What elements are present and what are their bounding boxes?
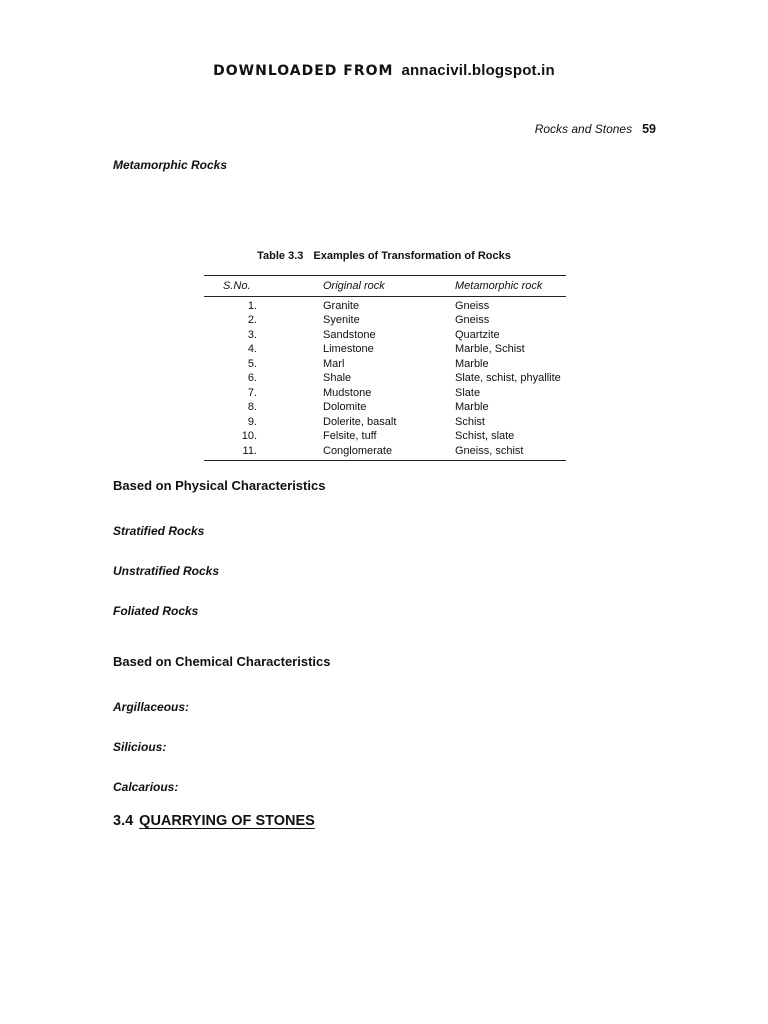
unstratified-rocks-heading: Unstratified Rocks: [113, 564, 220, 578]
table-row: [204, 429, 566, 444]
cell-original-rock: Shale: [323, 372, 352, 384]
cell-original-rock: Granite: [323, 299, 360, 312]
section-title: QUARRYING OF STONES: [139, 813, 315, 829]
cell-metamorphic-rock: Gneiss, schist: [455, 444, 566, 461]
cell-metamorphic-rock: Marble: [455, 357, 489, 370]
download-banner: [0, 62, 768, 79]
table-row: [204, 400, 566, 415]
cell-sno: 10.: [241, 430, 257, 442]
stratified-rocks-heading: Stratified Rocks: [113, 524, 205, 538]
table-row: [204, 415, 566, 430]
cell-sno: 7.: [247, 386, 257, 399]
cell-original-rock: Mudstone: [323, 386, 372, 399]
cell-original-rock: Conglomerate: [323, 444, 455, 461]
cell-gap: [257, 415, 323, 430]
cell-original-rock: Dolomite: [323, 401, 367, 413]
cell-gap: [257, 328, 323, 343]
table-row: [204, 313, 566, 328]
cell-original-rock: Limestone: [323, 343, 374, 355]
cell-gap: [257, 444, 323, 461]
cell-metamorphic-rock: Gneiss: [455, 314, 490, 326]
table-caption-title: Examples of Transformation of Rocks: [313, 250, 511, 262]
table-caption-number: Table 3.3: [257, 250, 304, 262]
chemical-characteristics-heading: Based on Chemical Characteristics: [113, 654, 331, 669]
cell-metamorphic-rock: Marble: [455, 401, 489, 413]
cell-gap: [257, 371, 323, 386]
rocks-transformation-table: [204, 275, 566, 461]
cell-sno: 11.: [204, 444, 257, 461]
cell-original-rock: Felsite, tuff: [323, 430, 377, 442]
running-head-title: Rocks and Stones: [534, 122, 633, 136]
header-gap: [257, 276, 323, 297]
table-row: [204, 444, 566, 461]
physical-characteristics-heading: Based on Physical Characteristics: [113, 478, 326, 493]
running-head: [535, 122, 656, 136]
cell-original-rock: Sandstone: [323, 328, 376, 341]
cell-original-rock: Marl: [323, 357, 345, 370]
foliated-rocks-heading: Foliated Rocks: [113, 604, 199, 618]
cell-original-rock: Syenite: [323, 314, 360, 326]
cell-sno: 2.: [247, 314, 257, 326]
banner-site: annacivil.blogspot.in: [401, 62, 555, 79]
cell-metamorphic-rock: Marble, Schist: [455, 343, 525, 355]
header-sno: S.No.: [204, 276, 257, 297]
section-number: 3.4: [113, 813, 134, 829]
page-number: 59: [642, 122, 656, 136]
table-row: [204, 371, 566, 386]
section-3-4-heading: [113, 813, 315, 829]
cell-sno: 6.: [247, 372, 257, 384]
cell-metamorphic-rock: Schist: [455, 415, 485, 428]
cell-gap: [257, 400, 323, 415]
table-body: [204, 296, 566, 461]
metamorphic-rocks-heading: Metamorphic Rocks: [113, 158, 228, 172]
cell-gap: [257, 386, 323, 401]
cell-gap: [257, 342, 323, 357]
argillaceous-heading: Argillaceous:: [113, 700, 190, 714]
cell-sno: 1.: [247, 299, 257, 312]
silicious-heading: Silicious:: [113, 740, 167, 754]
cell-sno: 8.: [247, 401, 257, 413]
cell-metamorphic-rock: Gneiss: [455, 299, 490, 312]
cell-original-rock: Dolerite, basalt: [323, 415, 397, 428]
cell-metamorphic-rock: Slate, schist, phyallite: [455, 372, 561, 384]
header-original-rock: Original rock: [323, 276, 455, 297]
cell-sno: 5.: [247, 357, 257, 370]
cell-gap: [257, 313, 323, 328]
table-row: [204, 328, 566, 343]
cell-gap: [257, 296, 323, 313]
table-row: [204, 342, 566, 357]
header-metamorphic-rock: Metamorphic rock: [455, 276, 566, 297]
cell-sno: 3.: [247, 328, 257, 341]
cell-metamorphic-rock: Slate: [455, 386, 481, 399]
table-row: [204, 296, 566, 313]
table-header-row: [204, 276, 566, 297]
cell-metamorphic-rock: Schist, slate: [455, 430, 515, 442]
table-caption: [0, 250, 768, 262]
cell-gap: [257, 429, 323, 444]
cell-metamorphic-rock: Quartzite: [455, 328, 500, 341]
cell-gap: [257, 357, 323, 372]
cell-sno: 9.: [247, 415, 257, 428]
cell-sno: 4.: [247, 343, 257, 355]
calcarious-heading: Calcarious:: [113, 780, 179, 794]
table-row: [204, 386, 566, 401]
banner-prefix: DOWNLOADED FROM: [213, 63, 394, 79]
table-row: [204, 357, 566, 372]
